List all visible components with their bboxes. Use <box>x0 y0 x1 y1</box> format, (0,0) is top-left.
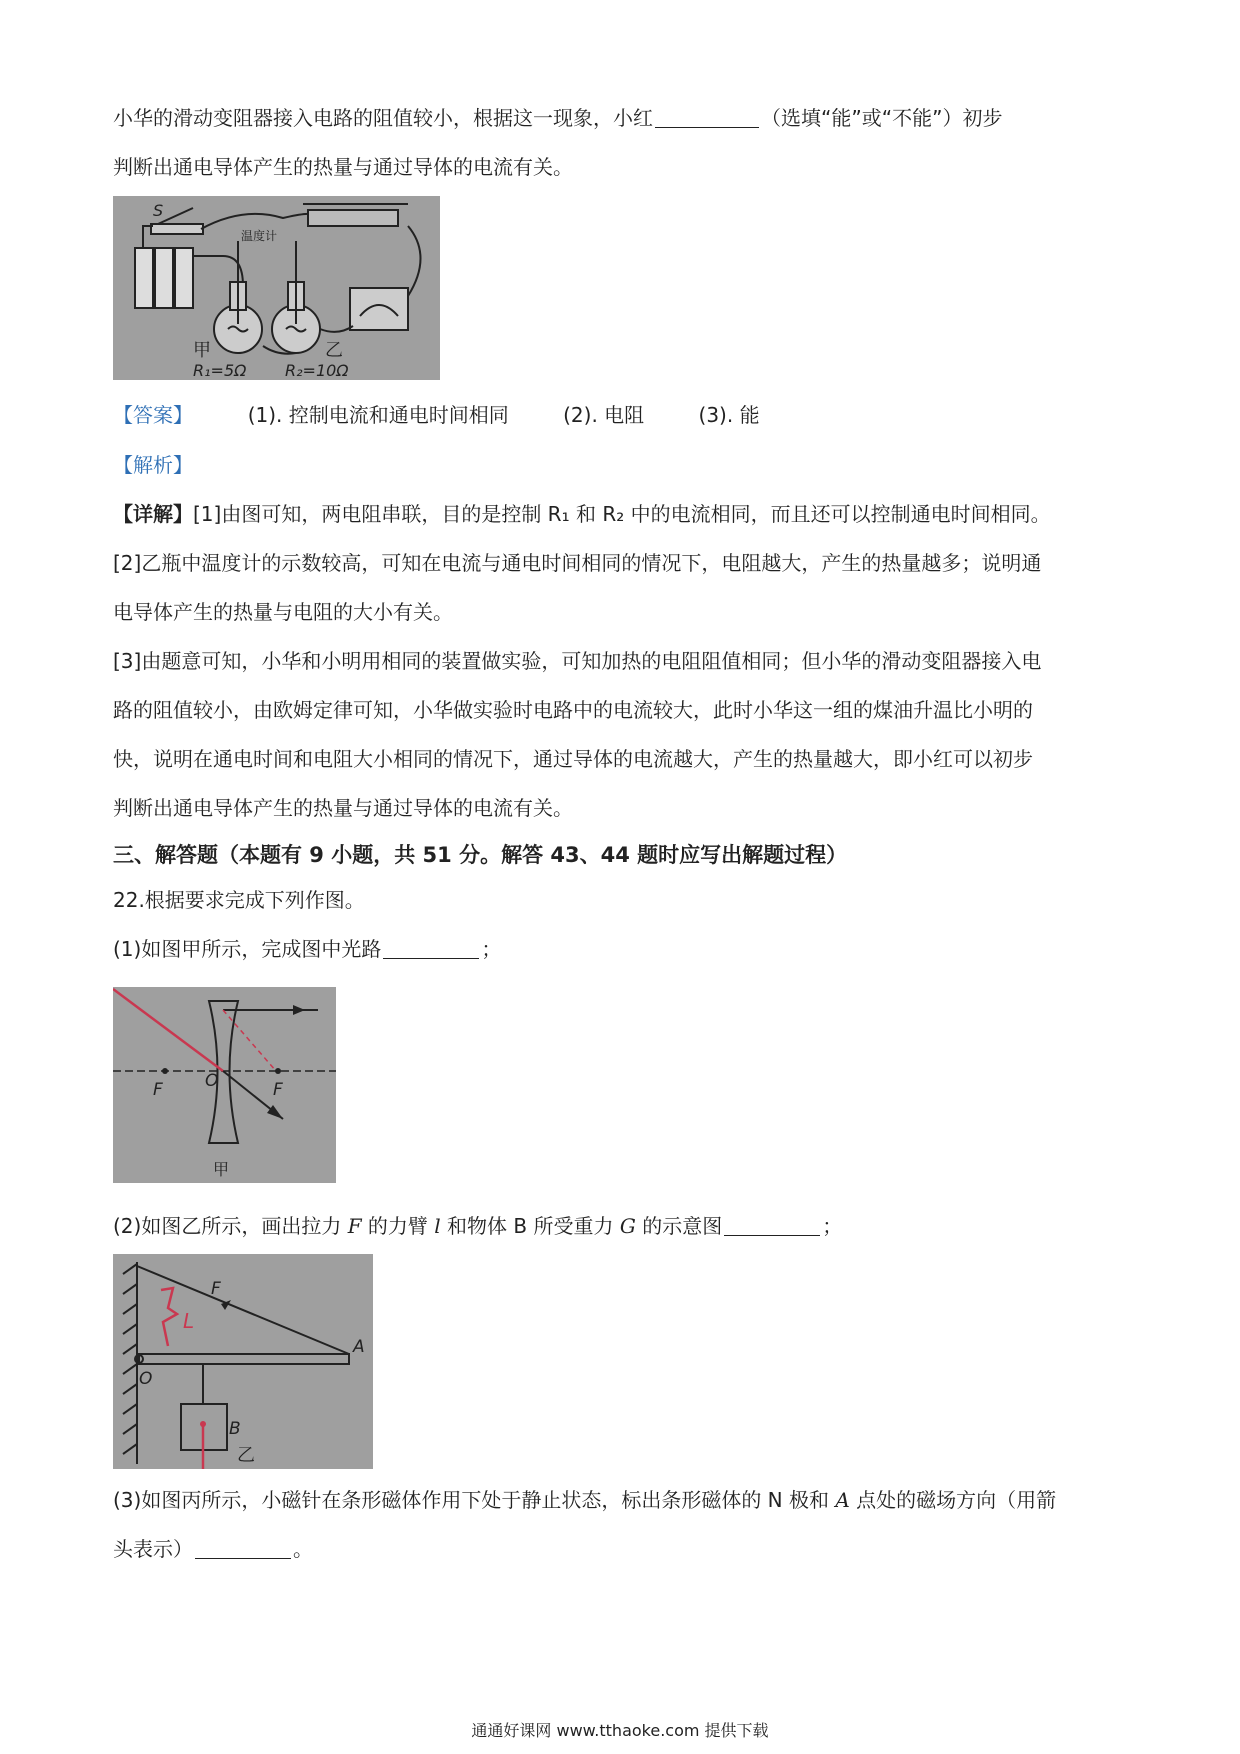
detail-line <box>113 695 1133 725</box>
answer-blank <box>195 1538 291 1559</box>
text: (1)如图甲所示，完成图中光路 <box>113 937 382 961</box>
detail-line <box>113 499 1133 529</box>
circuit-figure <box>113 196 440 380</box>
optical-center-label: O <box>205 1071 219 1091</box>
lever-arm-label: L <box>183 1309 195 1333</box>
text: 点处的磁场方向（用箭 <box>849 1488 1057 1512</box>
text: 路的阻值较小，由欧姆定律可知，小华做实验时电路中的电流较大，此时小华这一组的煤油升温比小明的 <box>113 698 1033 722</box>
force-label: F <box>211 1279 221 1299</box>
detail-line <box>113 793 1133 823</box>
text: F <box>347 1214 362 1238</box>
circuit-diagram <box>113 196 440 380</box>
answer-item: (3). 能 <box>698 403 760 427</box>
flask-yi-label: 乙 <box>325 340 343 361</box>
detail-line <box>113 597 1133 627</box>
r2-label: R₂=10Ω <box>285 361 349 380</box>
text: 和物体 B 所受重力 <box>440 1214 620 1238</box>
analysis-tag: 【解析】 <box>113 453 193 477</box>
text: A <box>835 1488 850 1512</box>
focus-left-label: F <box>153 1080 163 1100</box>
answer-item: (1). 控制电流和通电时间相同 <box>247 403 509 427</box>
detail-line <box>113 548 1133 578</box>
text: 头表示） <box>113 1537 193 1561</box>
detail-line <box>113 646 1133 676</box>
focus-right-label: F <box>273 1080 283 1100</box>
lever-diagram <box>113 1254 373 1469</box>
paragraph-line <box>113 152 1133 182</box>
question-part-1 <box>113 934 1133 964</box>
answer-blank <box>655 107 759 128</box>
object-b-label: B <box>229 1419 241 1439</box>
page-footer: 通通好课网 www.tthaoke.com 提供下载 <box>471 1721 769 1740</box>
paragraph-line <box>113 103 1133 133</box>
flask-jia-label: 甲 <box>193 340 211 361</box>
text: 。 <box>293 1537 313 1561</box>
text: 判断出通电导体产生的热量与通过导体的电流有关。 <box>113 796 573 820</box>
question-part-3-cont <box>113 1534 1133 1564</box>
switch-label: S <box>153 201 164 220</box>
text: G <box>619 1214 636 1238</box>
detail-line <box>113 744 1133 774</box>
text: [2]乙瓶中温度计的示数较高，可知在电流与通电时间相同的情况下，电阻越大，产生的热量越多；说明通 <box>113 551 1042 575</box>
text: 电导体产生的热量与电阻的大小有关。 <box>113 600 453 624</box>
pivot-label: O <box>139 1369 153 1389</box>
question-part-2 <box>113 1211 1133 1241</box>
point-a-label: A <box>353 1337 365 1357</box>
lens-diagram <box>113 987 336 1183</box>
question-title: 22.根据要求完成下列作图。 <box>113 888 365 912</box>
text: (3)如图丙所示，小磁针在条形磁体作用下处于静止状态，标出条形磁体的 N 极和 <box>113 1488 836 1512</box>
answer-blank <box>383 938 479 959</box>
text: (2)如图乙所示，画出拉力 <box>113 1214 348 1238</box>
analysis-line <box>113 450 1133 480</box>
answer-item: (2). 电阻 <box>563 403 645 427</box>
text: 的力臂 <box>361 1214 435 1238</box>
text: [1]由图可知，两电阻串联，目的是控制 R₁ 和 R₂ 中的电流相同，而且还可以控制通电时间相同。 <box>193 502 1051 526</box>
figure-label: 乙 <box>237 1445 255 1466</box>
text: ； <box>481 937 502 961</box>
lens-figure <box>113 987 336 1183</box>
lever-figure <box>113 1254 373 1469</box>
text: 小华的滑动变阻器接入电路的阻值较小，根据这一现象，小红 <box>113 106 653 130</box>
text: （选填“能”或“不能”）初步 <box>761 106 1003 130</box>
text: 快，说明在通电时间和电阻大小相同的情况下，通过导体的电流越大，产生的热量越大，即小红可以初步 <box>113 747 1033 771</box>
thermometer-label: 温度计 <box>241 229 278 243</box>
text: 的示意图 <box>635 1214 723 1238</box>
text: 判断出通电导体产生的热量与通过导体的电流有关。 <box>113 155 573 179</box>
r1-label: R₁=5Ω <box>193 361 247 380</box>
answer-tag: 【答案】 <box>113 403 193 427</box>
answer-line <box>113 400 1133 430</box>
text: [3]由题意可知，小华和小明用相同的装置做实验，可知加热的电阻阻值相同；但小华的滑动变阻器接入电 <box>113 649 1042 673</box>
question-part-3 <box>113 1485 1133 1515</box>
figure-label: 甲 <box>213 1160 230 1179</box>
detail-tag: 【详解】 <box>113 502 193 526</box>
answer-blank <box>724 1215 820 1236</box>
text: ； <box>822 1214 843 1238</box>
text: l <box>434 1214 441 1238</box>
section-heading: 三、解答题（本题有 9 小题，共 51 分。解答 43、44 题时应写出解题过程） <box>113 843 848 867</box>
